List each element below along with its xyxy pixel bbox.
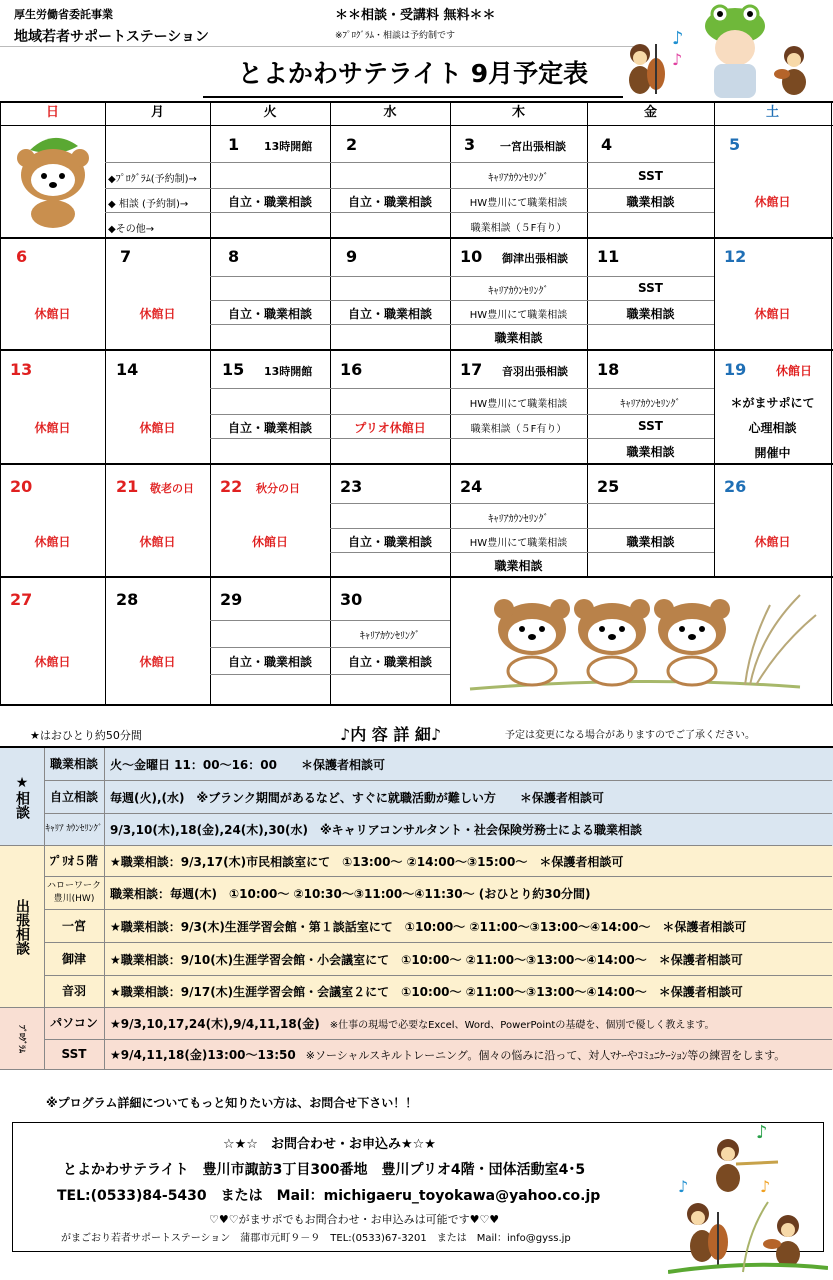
- row-label: 一宮: [44, 910, 105, 942]
- detail-row: [44, 1040, 832, 1070]
- contact-heading: ☆★☆ お問合わせ・お申込み★☆★: [223, 1137, 436, 1152]
- day-25-consult: 職業相談: [626, 535, 675, 549]
- day-20: 20: [10, 477, 33, 496]
- row-label: 御津: [44, 943, 105, 975]
- day-8: 8: [228, 247, 240, 266]
- day-3-hw: HW豊川にて職業相談: [469, 198, 568, 209]
- day-9: 9: [346, 247, 358, 266]
- day-24-hw: HW豊川にて職業相談: [469, 538, 568, 549]
- day-19-gama-note: ＊がまサポにて: [730, 396, 815, 410]
- day-17: 17: [460, 360, 483, 379]
- day-22-note: 秋分の日: [256, 482, 300, 495]
- day-21: 21: [116, 477, 139, 496]
- day-10-hw: HW豊川にて職業相談: [469, 310, 568, 321]
- group-consult-label: ★相談: [0, 748, 45, 846]
- sponsor-label: 厚生労働省委託事業: [14, 8, 113, 21]
- day-14-closed: 休館日: [139, 421, 176, 435]
- row-text: ★職業相談：9/10(木)生涯学習会館・小会議室にて ①10:00～ ②11:00～③13:00～④14:00～ ＊保護者相談可: [110, 952, 743, 967]
- day-25: 25: [597, 477, 620, 496]
- beetle-violin-icon: [768, 38, 824, 98]
- detail-row: [44, 814, 832, 846]
- row-text: 火～金曜日 11：00～16：00 ＊保護者相談可: [110, 757, 385, 772]
- row-text: 毎週(火),(水) ※ブランク期間があるなど、すぐに就職活動が難しい方 ＊保護者相談可: [110, 790, 604, 805]
- day-13: 13: [10, 360, 33, 379]
- day-6-closed: 休館日: [34, 307, 71, 321]
- day-3-career: ｷｬﾘｱｶｳﾝｾﾘﾝｸﾞ: [488, 173, 549, 184]
- day-8-consult: 自立・職業相談: [227, 307, 312, 321]
- day-10-consult: 職業相談: [494, 331, 543, 345]
- detail-row: [44, 910, 832, 943]
- day-16-closed: プリオ休館日: [354, 421, 426, 435]
- day-20-closed: 休館日: [34, 535, 71, 549]
- day-21-note: 敬老の日: [150, 482, 194, 495]
- page-title: とよかわサテライト 9月予定表: [203, 52, 623, 98]
- day-15-consult: 自立・職業相談: [227, 421, 312, 435]
- day-9-consult: 自立・職業相談: [347, 307, 432, 321]
- day-10: 10: [460, 247, 483, 266]
- day-15-note: 13時開館: [264, 365, 313, 378]
- day-28: 28: [116, 590, 139, 609]
- day-24: 24: [460, 477, 483, 496]
- day-2-consult: 自立・職業相談: [347, 195, 432, 209]
- row-text: ★職業相談：9/3,17(木)市民相談室にて ①13:00～ ②14:00～③15:00～ ＊保護者相談可: [110, 854, 624, 869]
- day-3-consult: 職業相談（５F有り）: [470, 223, 567, 234]
- day-24-career: ｷｬﾘｱｶｳﾝｾﾘﾝｸﾞ: [488, 514, 549, 525]
- day-10-career: ｷｬﾘｱｶｳﾝｾﾘﾝｸﾞ: [488, 286, 549, 297]
- row-text: ★職業相談：9/3(木)生涯学習会館・第１談話室にて ①10:00～ ②11:00～③13:00～④14:00～ ＊保護者相談可: [110, 919, 747, 934]
- row-label: 職業相談: [44, 748, 105, 780]
- day-29-consult: 自立・職業相談: [227, 655, 312, 669]
- row-text: [110, 1008, 715, 1039]
- row-text: 職業相談：毎週(木) ①10:00～ ②10:30～③11:00～④11:30～ (おひとり約30分間): [110, 886, 591, 901]
- weekday-wed: 水: [383, 105, 397, 120]
- station-name: 地域若者サポートステーション: [14, 29, 210, 45]
- svg-text:♪: ♪: [756, 1122, 768, 1143]
- day-24-consult: 職業相談: [494, 559, 543, 573]
- day-10-note: 御津出張相談: [502, 252, 568, 265]
- detail-row: [44, 943, 832, 976]
- group-program-label: ﾌﾟﾛｸﾞﾗﾑ: [0, 1008, 45, 1070]
- weekday-sun: 日: [45, 105, 59, 120]
- day-18: 18: [597, 360, 620, 379]
- bear-leaf-mascot-icon: [8, 130, 98, 230]
- day-30-consult: 自立・職業相談: [347, 655, 432, 669]
- beetle-musicians-illustration: [668, 1122, 828, 1274]
- frog-hat-mascot-icon: [694, 4, 776, 100]
- row-text-note: ※仕事の現場で必要なExcel、Word、PowerPointの基礎を、個別で優しく教えます。: [329, 1020, 715, 1031]
- day-14: 14: [116, 360, 139, 379]
- day-21-closed: 休館日: [139, 535, 176, 549]
- day-4-consult: 職業相談: [626, 195, 675, 209]
- row-text-note: ※ソーシャルスキルトレーニング。個々の悩みに沿って、対人ﾏﾅｰやｺﾐｭﾆｹｰｼｮﾝ等の練習をします。: [305, 1048, 786, 1062]
- row-label: 音羽: [44, 976, 105, 1007]
- day-29: 29: [220, 590, 243, 609]
- day-23: 23: [340, 477, 363, 496]
- gama-address: がまごおり若者サポートステーション 蒲郡市元町９－９ TEL:(0533)67-3201 または Mail：info@gyss.jp: [61, 1233, 571, 1244]
- detail-row: [44, 877, 832, 910]
- day-26: 26: [724, 477, 747, 496]
- day-19-psych: 心理相談: [748, 421, 797, 435]
- legend-program: ◆ﾌﾟﾛｸﾞﾗﾑ(予約制)→: [108, 174, 197, 185]
- weekday-tue: 火: [263, 105, 277, 120]
- row-label: パソコン: [44, 1008, 105, 1039]
- day-4: 4: [601, 135, 613, 154]
- day-7: 7: [120, 247, 132, 266]
- contact-tel: TEL:(0533)84-5430 または Mail：michigaeru_toyokawa@yahoo.co.jp: [57, 1188, 601, 1204]
- row-label: ﾌﾟﾘｵ５階: [44, 846, 105, 876]
- day-13-closed: 休館日: [34, 421, 71, 435]
- music-note-icon: ♪: [672, 50, 683, 69]
- weekday-thu: 木: [511, 105, 525, 120]
- day-18-consult: 職業相談: [626, 445, 675, 459]
- detail-row: [44, 781, 832, 814]
- three-bears-illustration: [460, 585, 822, 697]
- day-27-closed: 休館日: [34, 655, 71, 669]
- row-text-main: ★9/3,10,17,24(木),9/4,11,18(金): [110, 1017, 320, 1031]
- day-5-closed: 休館日: [754, 195, 791, 209]
- more-info-note: ※プログラム詳細についてもっと知りたい方は、お問合せ下さい！！: [46, 1096, 418, 1110]
- day-18-sst: SST: [638, 419, 663, 433]
- weekday-mon: 月: [150, 105, 164, 120]
- reserve-note: ※ﾌﾟﾛｸﾞﾗﾑ・相談は予約制です: [335, 31, 456, 41]
- day-3-note: 一宮出張相談: [500, 140, 566, 153]
- gama-note: ♡♥♡がまサポでもお問合わせ・お申込みは可能です♥♡♥: [209, 1213, 500, 1226]
- day-2: 2: [346, 135, 358, 154]
- day-11-sst: SST: [638, 281, 663, 295]
- day-17-hw: HW豊川にて職業相談: [469, 399, 568, 410]
- weekday-fri: 金: [643, 105, 657, 120]
- day-19-closed: 休館日: [776, 364, 813, 378]
- day-18-career: ｷｬﾘｱｶｳﾝｾﾘﾝｸﾞ: [620, 399, 681, 410]
- detail-row: [44, 1008, 832, 1040]
- music-note-icon: ♪: [672, 28, 684, 49]
- row-text: ★職業相談：9/17(木)生涯学習会館・会議室２にて ①10:00～ ②11:00～③13:00～④14:00～ ＊保護者相談可: [110, 985, 743, 999]
- legend-other: ◆その他→: [108, 224, 155, 235]
- svg-text:♪: ♪: [678, 1177, 689, 1196]
- day-1: 1: [228, 135, 240, 154]
- row-label: ハローワーク 豊川(HW): [44, 877, 105, 909]
- day-16: 16: [340, 360, 363, 379]
- day-12: 12: [724, 247, 747, 266]
- contact-address: とよかわサテライト 豊川市諏訪3丁目300番地 豊川プリオ4階・団体活動室4･5: [63, 1162, 586, 1178]
- day-6: 6: [16, 247, 28, 266]
- change-note: 予定は変更になる場合がありますのでご了承ください。: [505, 730, 755, 741]
- day-27: 27: [10, 590, 33, 609]
- free-note: ＊＊相談・受講料 無料＊＊: [335, 8, 496, 23]
- day-19: 19: [724, 360, 747, 379]
- day-30: 30: [340, 590, 363, 609]
- day-22-closed: 休館日: [251, 535, 288, 549]
- day-4-sst: SST: [638, 169, 663, 183]
- day-11: 11: [597, 247, 620, 266]
- row-text-main: ★9/4,11,18(金)13:00～13:50: [110, 1048, 296, 1062]
- group-trip-label: 出張相談: [0, 846, 45, 1008]
- row-label: SST: [44, 1040, 105, 1069]
- day-17-consult: 職業相談（５F有り）: [470, 424, 567, 435]
- day-7-closed: 休館日: [139, 307, 176, 321]
- day-5: 5: [729, 135, 741, 154]
- day-28-closed: 休館日: [139, 655, 176, 669]
- day-15: 15: [222, 360, 245, 379]
- detail-row: [44, 976, 832, 1008]
- details-heading: ♪内 容 詳 細♪: [340, 725, 442, 744]
- day-1-consult: 自立・職業相談: [227, 195, 312, 209]
- detail-row: [44, 846, 832, 877]
- row-text: 9/3,10(木),18(金),24(木),30(水) ※キャリアコンサルタント・社会保険労務士による職業相談: [110, 823, 642, 837]
- beetle-cello-icon: [618, 36, 674, 98]
- day-19-open: 開催中: [754, 446, 791, 460]
- star-note: ★はおひとり約50分間: [30, 729, 142, 742]
- day-11-consult: 職業相談: [626, 307, 675, 321]
- weekday-sat: 土: [765, 105, 779, 120]
- day-3: 3: [464, 135, 476, 154]
- detail-row: [44, 748, 832, 781]
- day-1-note: 13時開館: [264, 140, 313, 153]
- day-26-closed: 休館日: [754, 535, 791, 549]
- day-12-closed: 休館日: [754, 307, 791, 321]
- row-text: [110, 1040, 785, 1069]
- day-23-consult: 自立・職業相談: [347, 535, 432, 549]
- day-22: 22: [220, 477, 243, 496]
- day-17-note: 音羽出張相談: [502, 365, 568, 378]
- row-label: 自立相談: [44, 781, 105, 813]
- svg-text:♪: ♪: [760, 1177, 771, 1196]
- row-label: ｷｬﾘｱ ｶｳﾝｾﾘﾝｸﾞ: [44, 814, 105, 845]
- day-30-career: ｷｬﾘｱｶｳﾝｾﾘﾝｸﾞ: [360, 631, 420, 642]
- legend-consult: ◆ 相談 (予約制)→: [108, 199, 189, 210]
